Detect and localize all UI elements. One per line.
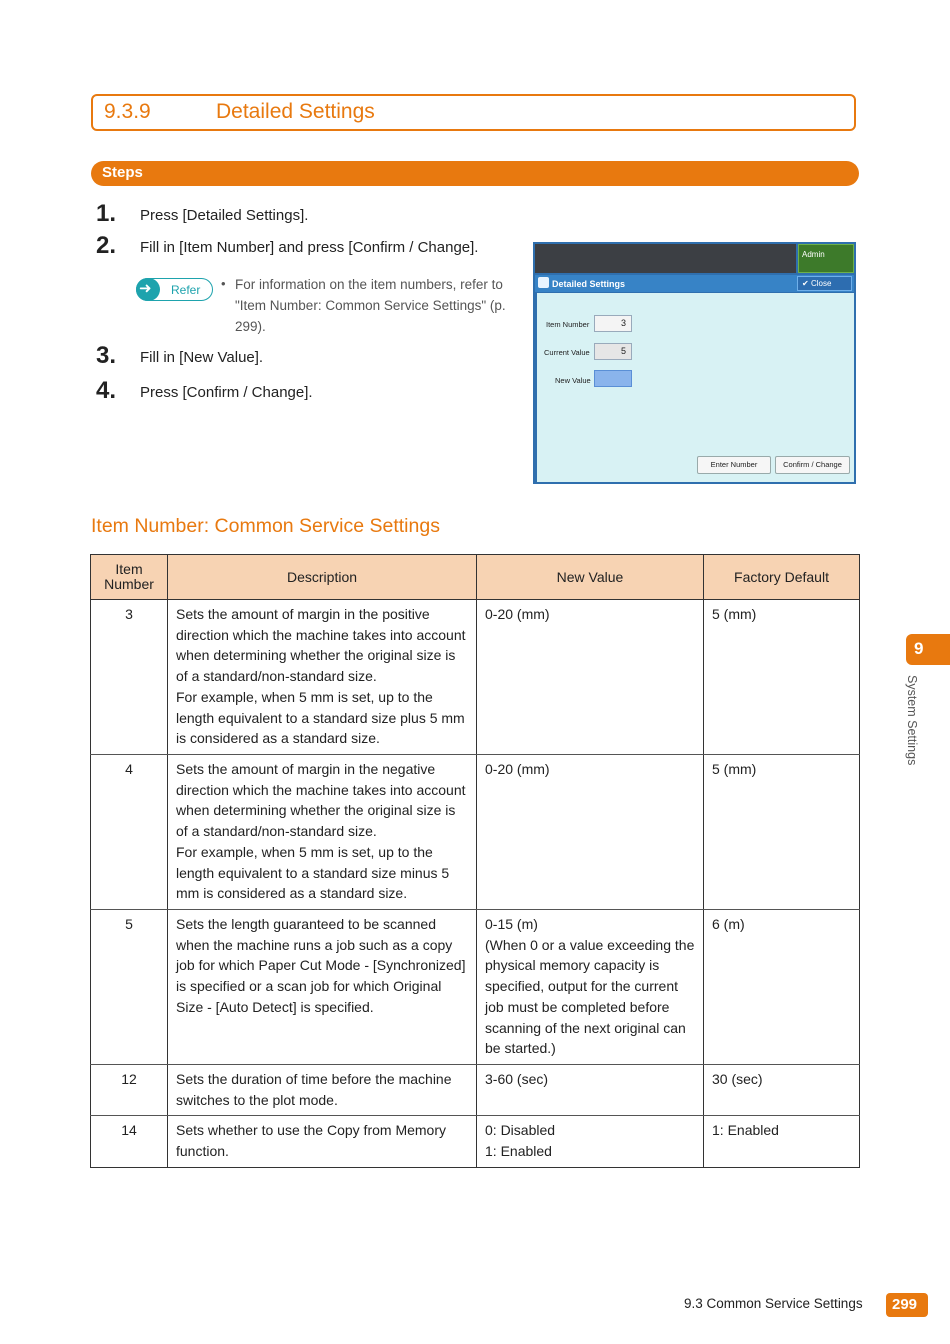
settings-icon	[538, 277, 549, 288]
cell-item: 3	[91, 600, 168, 755]
step-4-number: 4.	[96, 377, 117, 404]
cell-item: 4	[91, 755, 168, 910]
refer-label: Refer	[171, 283, 201, 297]
page-number: 299	[892, 1296, 918, 1313]
cell-description: Sets the duration of time before the machine switches to the plot mode.	[168, 1065, 477, 1116]
confirm-change-button[interactable]: Confirm / Change	[775, 456, 850, 474]
cell-default: 1: Enabled	[704, 1116, 860, 1167]
header-new-value: New Value	[477, 555, 704, 600]
table-header-row	[91, 555, 860, 600]
cell-default: 6 (m)	[704, 910, 860, 1065]
table-row	[91, 910, 860, 1065]
table-row	[91, 1116, 860, 1167]
cell-new-value: 0: Disabled 1: Enabled	[477, 1116, 704, 1167]
section-number: 9.3.9	[104, 100, 151, 123]
refer-text: For information on the item numbers, refer to "Item Number: Common Service Settings" (p. 299).	[235, 277, 506, 334]
header-item-number: Item Number	[91, 555, 168, 600]
step-3-number: 3.	[96, 342, 117, 369]
cell-description: Sets the amount of margin in the positive direction which the machine takes into account when determining whether the original size is of a standard/non-standard size. For example, when 5 mm is set, up to the length equivalent to a standard size plus 5 mm is considered as a standard size.	[168, 600, 477, 755]
cell-default: 30 (sec)	[704, 1065, 860, 1116]
section-heading-box	[91, 94, 856, 131]
step-4-text: Press [Confirm / Change].	[140, 384, 313, 401]
arrow-right-icon: ➜	[139, 280, 152, 297]
table-row	[91, 755, 860, 910]
admin-label: Admin	[802, 250, 825, 259]
new-value-field[interactable]	[594, 370, 632, 387]
settings-table	[90, 554, 860, 1168]
step-1-text: Press [Detailed Settings].	[140, 207, 309, 224]
cell-item: 14	[91, 1116, 168, 1167]
cell-new-value: 0-15 (m) (When 0 or a value exceeding the physical memory capacity is specified, output for the current job must be completed before scanning of the next original can be started.)	[477, 910, 704, 1065]
header-factory-default: Factory Default	[704, 555, 860, 600]
section-title: Detailed Settings	[216, 100, 375, 123]
cell-new-value: 0-20 (mm)	[477, 600, 704, 755]
cell-new-value: 0-20 (mm)	[477, 755, 704, 910]
item-number-field[interactable]: 3	[594, 315, 632, 332]
cell-description: Sets whether to use the Copy from Memory function.	[168, 1116, 477, 1167]
cell-default: 5 (mm)	[704, 755, 860, 910]
footer-section: 9.3 Common Service Settings	[684, 1296, 863, 1311]
cell-default: 5 (mm)	[704, 600, 860, 755]
steps-banner	[91, 161, 859, 186]
chapter-label: System Settings	[905, 675, 919, 766]
cell-new-value: 3-60 (sec)	[477, 1065, 704, 1116]
new-value-label: New Value	[555, 376, 591, 385]
steps-label: Steps	[102, 164, 143, 181]
chapter-number: 9	[914, 639, 924, 658]
step-3-text: Fill in [New Value].	[140, 349, 264, 366]
item-number-label: Item Number	[546, 320, 590, 329]
close-label	[802, 279, 831, 288]
cell-description: Sets the amount of margin in the negative direction which the machine takes into account when determining whether the original size is of a standard/non-standard size. For example, when 5 mm is set, up to the length equivalent to a standard size minus 5 mm is considered as a standard size.	[168, 755, 477, 910]
enter-number-button[interactable]: Enter Number	[697, 456, 771, 474]
step-1-number: 1.	[96, 200, 117, 227]
table-heading: Item Number: Common Service Settings	[91, 515, 440, 537]
step-2-number: 2.	[96, 232, 117, 259]
chapter-tab	[906, 634, 950, 665]
step-2-text: Fill in [Item Number] and press [Confirm / Change].	[140, 239, 479, 256]
screen-title: Detailed Settings	[552, 279, 626, 289]
bullet-icon: •	[221, 276, 226, 291]
cell-description: Sets the length guaranteed to be scanned when the machine runs a job such as a copy job for which Paper Cut Mode - [Synchronized] is specified or a scan job for which Original Size - [Auto Detect] is specified.	[168, 910, 477, 1065]
close-label-text: Close	[810, 279, 832, 288]
cell-item: 5	[91, 910, 168, 1065]
cell-item: 12	[91, 1065, 168, 1116]
current-value-field: 5	[594, 343, 632, 360]
header-description: Description	[168, 555, 477, 600]
check-icon: ✔	[802, 279, 809, 288]
table-row	[91, 1065, 860, 1116]
table-row	[91, 600, 860, 755]
current-value-label: Current Value	[544, 348, 590, 357]
screen-top-bar	[535, 244, 796, 273]
